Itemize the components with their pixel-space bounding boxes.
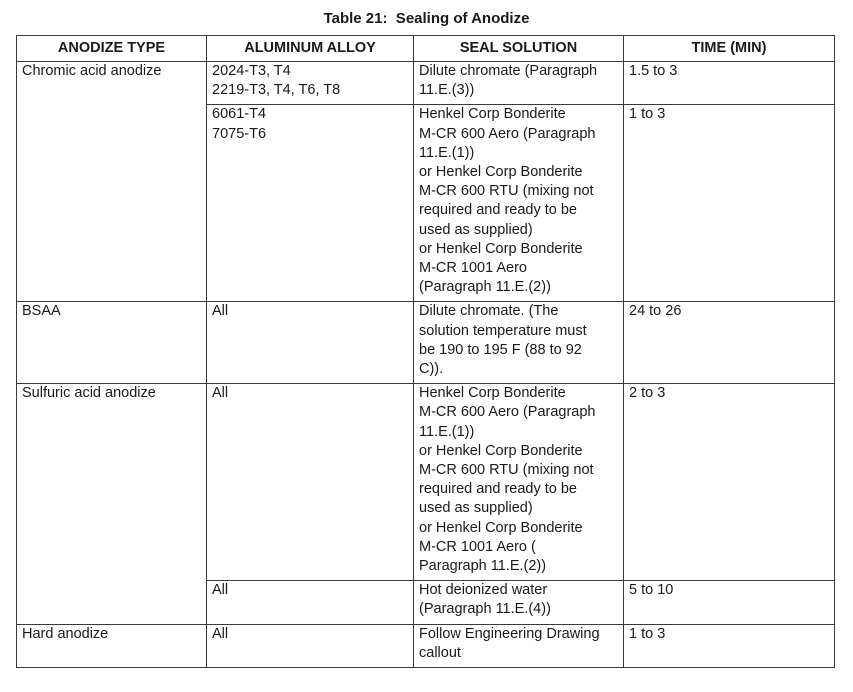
header-time: TIME (MIN) <box>624 36 835 62</box>
seal-line: Dilute chromate. (The <box>419 303 559 320</box>
cell-alloy <box>207 105 414 302</box>
alloy-line: 2219-T3, T4, T6, T8 <box>212 82 341 99</box>
cell-seal-solution <box>414 624 624 667</box>
seal-line: Henkel Corp Bonderite <box>419 106 566 123</box>
cell-alloy <box>207 62 414 105</box>
seal-line: Follow Engineering Drawing <box>419 625 600 642</box>
header-seal-solution: SEAL SOLUTION <box>414 36 624 62</box>
cell-alloy <box>207 581 414 624</box>
seal-line: or Henkel Corp Bonderite <box>419 442 583 459</box>
sealing-table <box>16 35 835 668</box>
cell-alloy <box>207 384 414 581</box>
header-aluminum-alloy: ALUMINUM ALLOY <box>207 36 414 62</box>
cell-time <box>624 384 835 581</box>
cell-seal-solution <box>414 302 624 384</box>
cell-seal-solution <box>414 581 624 624</box>
cell-alloy <box>207 624 414 667</box>
anodize-type-text: Chromic acid anodize <box>22 63 162 79</box>
anodize-type-text: BSAA <box>22 303 61 320</box>
anodize-type-text: Hard anodize <box>22 625 109 642</box>
table-header-row <box>17 36 835 62</box>
alloy-line: All <box>212 582 229 599</box>
anodize-type-text: Sulfuric acid anodize <box>22 385 156 402</box>
seal-line: M-CR 600 RTU (mixing not <box>419 183 594 200</box>
seal-line: solution temperature must <box>419 322 587 339</box>
seal-line: required and ready to be <box>419 202 577 219</box>
time-text: 5 to 10 <box>629 582 674 599</box>
cell-alloy <box>207 302 414 384</box>
time-text: 1 to 3 <box>629 625 666 642</box>
cell-time <box>624 581 835 624</box>
alloy-line: 6061-T4 <box>212 106 267 123</box>
table-row <box>17 384 835 581</box>
seal-line: or Henkel Corp Bonderite <box>419 519 583 536</box>
time-text: 1.5 to 3 <box>629 63 678 79</box>
seal-line: M-CR 600 RTU (mixing not <box>419 462 594 479</box>
seal-line: M-CR 1001 Aero ( <box>419 538 536 555</box>
alloy-line: All <box>212 385 229 402</box>
cell-time <box>624 302 835 384</box>
table-row <box>17 62 835 105</box>
table-row <box>17 624 835 667</box>
seal-line: 11.E.(1)) <box>419 144 475 161</box>
seal-line: required and ready to be <box>419 481 577 498</box>
seal-line: M-CR 600 Aero (Paragraph <box>419 125 596 142</box>
alloy-line: 2024-T3, T4 <box>212 63 291 79</box>
seal-line: M-CR 1001 Aero <box>419 260 527 277</box>
seal-line: or Henkel Corp Bonderite <box>419 240 583 257</box>
seal-line: Paragraph 11.E.(2)) <box>419 558 547 575</box>
cell-seal-solution <box>414 105 624 302</box>
cell-time <box>624 105 835 302</box>
seal-line: used as supplied) <box>419 500 533 517</box>
seal-line: C)). <box>419 361 444 378</box>
seal-line: used as supplied) <box>419 221 533 238</box>
seal-line: Hot deionized water <box>419 582 548 599</box>
header-anodize-type: ANODIZE TYPE <box>17 36 207 62</box>
seal-line: callout <box>419 644 461 661</box>
seal-line: M-CR 600 Aero (Paragraph <box>419 404 596 421</box>
alloy-line: All <box>212 303 229 320</box>
cell-seal-solution <box>414 384 624 581</box>
time-text: 24 to 26 <box>629 303 682 320</box>
seal-line: be 190 to 195 F (88 to 92 <box>419 341 582 358</box>
seal-line: (Paragraph 11.E.(2)) <box>419 279 551 296</box>
cell-time <box>624 624 835 667</box>
cell-seal-solution <box>414 62 624 105</box>
cell-anodize-type <box>17 302 207 384</box>
seal-line: 11.E.(3)) <box>419 82 475 99</box>
alloy-line: 7075-T6 <box>212 125 267 142</box>
seal-line: (Paragraph 11.E.(4)) <box>419 601 551 618</box>
table-row <box>17 302 835 384</box>
table-caption: Table 21: Sealing of Anodize <box>323 10 530 27</box>
time-text: 2 to 3 <box>629 385 666 402</box>
cell-anodize-type <box>17 62 207 302</box>
cell-anodize-type <box>17 624 207 667</box>
seal-line: or Henkel Corp Bonderite <box>419 164 583 181</box>
seal-line: 11.E.(1)) <box>419 423 475 440</box>
seal-line: Dilute chromate (Paragraph <box>419 63 598 79</box>
time-text: 1 to 3 <box>629 106 666 123</box>
seal-line: Henkel Corp Bonderite <box>419 385 566 402</box>
cell-anodize-type <box>17 384 207 624</box>
alloy-line: All <box>212 625 229 642</box>
cell-time <box>624 62 835 105</box>
